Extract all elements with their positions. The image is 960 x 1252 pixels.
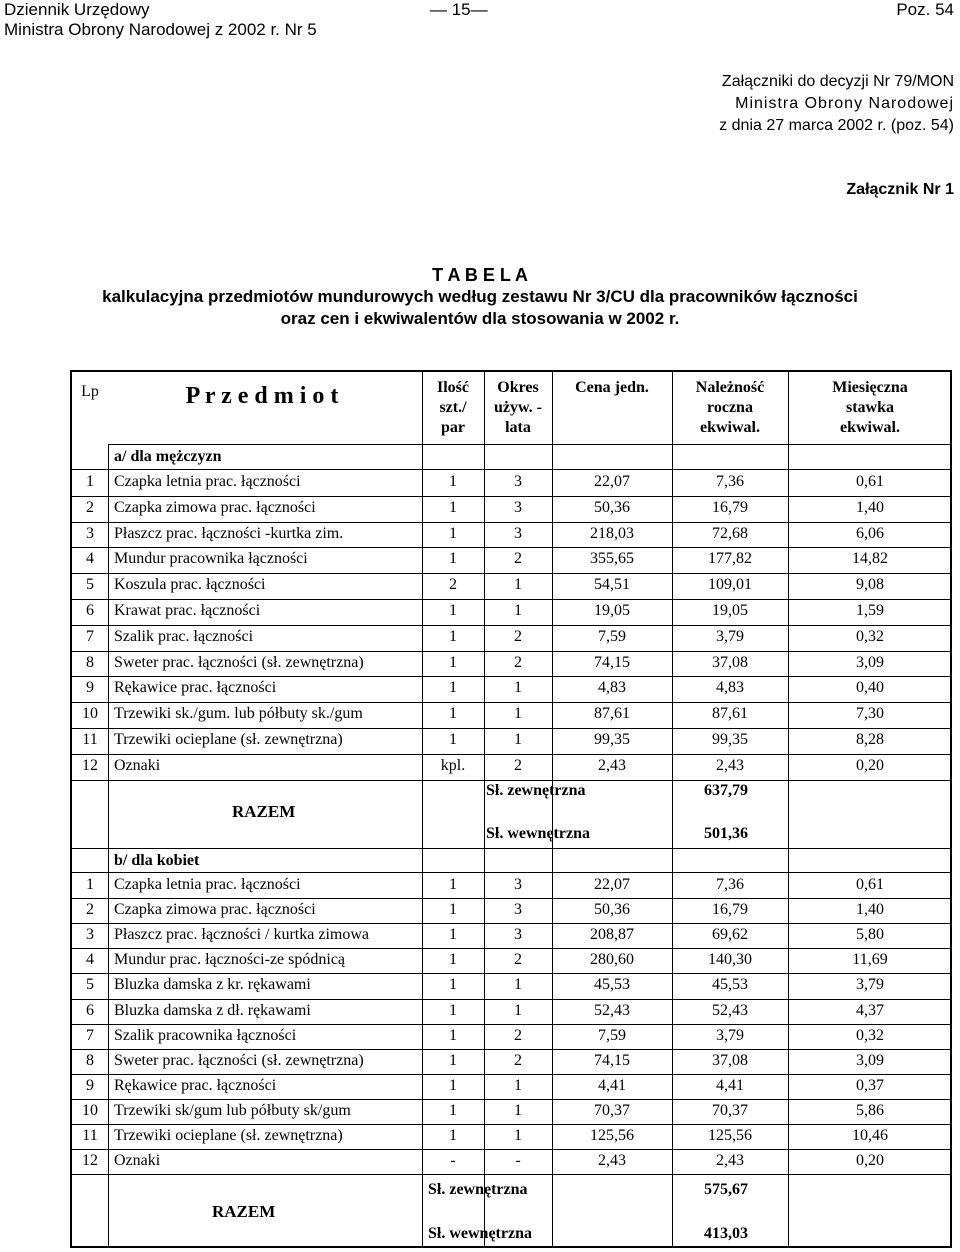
row-period: 1 [514,1076,522,1094]
row-item: Płaszcz prac. łączności -kurtka zim. [114,524,344,542]
row-divider [72,948,950,949]
row-monthly: 0,32 [856,627,884,645]
row-lp: 11 [82,1127,98,1144]
row-annual: 45,53 [712,976,748,994]
row-monthly: 0,20 [856,756,884,774]
row-lp: 10 [82,705,98,723]
header-qty-2: szt./ [439,399,467,416]
row-annual: 3,79 [716,1026,744,1044]
row-qty: 1 [449,498,457,516]
table-subtitle-2: oraz cen i ekwiwalentów dla stosowania w 2002 r. [280,309,680,328]
row-qty: kpl. [440,756,466,774]
row-monthly: 6,06 [856,524,884,542]
row-price: 19,05 [594,602,630,619]
row-annual: 87,61 [712,705,748,723]
row-lp: 1 [86,876,94,893]
row-period: 2 [514,550,522,568]
attachment-line-1: Załączniki do decyzji Nr 79/MON [721,73,954,90]
row-lp: 12 [82,1152,98,1170]
row-annual: 2,43 [716,756,744,774]
row-divider [72,651,950,652]
row-lp: 10 [82,1101,98,1119]
row-annual: 7,36 [716,876,744,893]
row-lp: 6 [86,1001,94,1019]
row-item: Trzewiki ocieplane (sł. zewnętrzna) [114,731,343,748]
row-monthly: 0,20 [856,1152,884,1170]
row-divider [72,999,950,1000]
row-monthly: 10,46 [852,1127,888,1144]
row-monthly: 1,40 [856,901,884,919]
row-qty: 1 [449,1127,457,1144]
row-annual: 37,08 [712,1051,748,1069]
row-lp: 12 [82,756,98,774]
row-period: 3 [514,524,522,542]
row-price: 45,53 [594,976,630,994]
row-period: 3 [514,876,522,893]
row-annual: 72,68 [712,524,748,542]
header-divider [108,444,950,445]
attachment-line-3: z dnia 27 marca 2002 r. (poz. 54) [719,117,954,134]
row-annual: 7,36 [716,473,744,490]
row-monthly: 14,82 [852,550,888,568]
row-item: Mundur pracownika łączności [114,550,308,568]
row-annual: 2,43 [716,1152,744,1170]
header-annual-2: roczna [707,399,753,416]
row-period: 1 [514,1127,522,1144]
men-int-value: 501,36 [704,825,748,842]
row-period: 3 [514,901,522,919]
row-qty: 1 [449,1001,457,1019]
row-monthly: 8,28 [856,731,884,748]
row-qty: 1 [449,627,457,645]
row-annual: 52,43 [712,1001,748,1019]
row-price: 70,37 [594,1101,630,1119]
row-price: 125,56 [590,1127,634,1144]
row-period: 1 [514,1001,522,1019]
row-price: 7,59 [598,627,626,645]
row-item: Bluzka damska z dł. rękawami [114,1001,311,1019]
row-lp: 4 [86,550,94,568]
row-qty: 1 [449,524,457,542]
position-number: Poz. 54 [896,0,954,19]
row-item: Trzewiki ocieplane (sł. zewnętrzna) [114,1127,343,1144]
row-item: Szalik pracownika łączności [114,1026,297,1044]
row-lp: 2 [86,498,94,516]
row-price: 208,87 [590,926,634,944]
row-lp: 1 [86,473,94,490]
section-men-label: a/ dla mężczyzn [114,448,222,465]
row-lp: 5 [86,976,94,994]
row-price: 74,15 [594,653,630,671]
header-qty-3: par [441,419,465,436]
row-price: 99,35 [594,731,630,748]
row-annual: 19,05 [712,602,748,619]
row-price: 87,61 [594,705,630,723]
header-period-1: Okres [497,379,539,396]
row-item: Sweter prac. łączności (sł. zewnętrzna) [114,653,364,671]
row-divider [72,496,950,497]
row-price: 74,15 [594,1051,630,1069]
row-lp: 8 [86,1051,94,1069]
row-price: 280,60 [590,951,634,969]
row-item: Rękawice prac. łączności [114,679,277,697]
women-int-label: Sł. wewnętrzna [428,1225,532,1242]
section-men-divider [72,469,950,470]
row-item: Oznaki [114,1152,161,1170]
row-qty: 1 [449,1026,457,1044]
calculation-table [70,370,952,1248]
row-price: 22,07 [594,876,630,893]
row-monthly: 5,86 [856,1101,884,1119]
row-monthly: 0,32 [856,1026,884,1044]
row-monthly: 11,69 [852,951,888,969]
row-qty: 1 [449,679,457,697]
men-total-label: RAZEM [232,802,296,821]
row-annual: 140,30 [708,951,752,969]
header-monthly-2: stawka [845,399,894,416]
row-item: Trzewiki sk/gum lub półbuty sk/gum [114,1101,351,1119]
row-qty: 1 [449,926,457,944]
section-women-label: b/ dla kobiet [114,852,200,869]
row-divider [72,547,950,548]
women-ext-label: Sł. zewnętrzna [428,1181,528,1198]
header-period-3: lata [505,419,531,436]
row-qty: 1 [449,602,457,619]
row-item: Czapka letnia prac. łączności [114,473,301,490]
row-annual: 4,83 [716,679,744,697]
row-qty: 1 [449,731,457,748]
row-price: 50,36 [594,498,630,516]
row-period: 1 [514,602,522,619]
row-monthly: 3,09 [856,1051,884,1069]
row-monthly: 9,08 [856,576,884,594]
row-monthly: 0,40 [856,679,884,697]
row-divider [72,599,950,600]
row-period: - [515,1152,521,1170]
row-qty: 1 [449,473,457,490]
row-divider [72,728,950,729]
row-divider [72,1149,950,1150]
row-divider [72,754,950,755]
women-ext-value: 575,67 [704,1181,748,1198]
row-annual: 16,79 [712,901,748,919]
row-item: Bluzka damska z kr. rękawami [114,976,311,994]
row-lp: 2 [86,901,94,919]
row-lp: 5 [86,576,94,594]
row-monthly: 3,09 [856,653,884,671]
row-annual: 4,41 [716,1076,744,1094]
row-period: 2 [514,756,522,774]
row-annual: 69,62 [712,926,748,944]
row-divider [72,898,950,899]
row-price: 50,36 [594,901,630,919]
row-price: 22,07 [594,473,630,490]
row-period: 3 [514,498,522,516]
row-qty: 1 [449,1101,457,1119]
row-price: 4,83 [598,679,626,697]
header-annual-1: Należność [695,379,765,396]
row-qty: 1 [449,901,457,919]
row-item: Czapka letnia prac. łączności [114,876,301,893]
row-item: Koszula prac. łączności [114,576,266,594]
header-monthly-1: Miesięczna [832,379,908,396]
ministry-line: Ministra Obrony Narodowej z 2002 r. Nr 5 [4,20,317,39]
row-price: 7,59 [598,1026,626,1044]
header-lp: Lp [81,383,99,400]
row-qty: 1 [449,1076,457,1094]
section-women-divider [72,872,950,873]
header-price: Cena jedn. [575,379,649,396]
row-lp: 3 [86,524,94,542]
row-lp: 9 [86,679,94,697]
row-lp: 8 [86,653,94,671]
row-period: 2 [514,627,522,645]
row-period: 1 [514,705,522,723]
row-monthly: 7,30 [856,705,884,723]
header-annual-3: ekwiwal. [700,419,760,436]
row-lp: 11 [82,731,98,748]
table-title: T A B E L A [432,265,528,285]
row-monthly: 1,59 [856,602,884,619]
row-qty: 1 [449,1051,457,1069]
row-annual: 37,08 [712,653,748,671]
row-divider [72,1074,950,1075]
row-item: Oznaki [114,756,161,774]
row-divider [72,702,950,703]
row-qty: 2 [449,576,457,594]
row-annual: 3,79 [716,627,744,645]
women-totals-top [72,1174,950,1175]
row-qty: 1 [449,705,457,723]
row-item: Mundur prac. łączności-ze spódnicą [114,951,346,969]
row-price: 54,51 [594,576,630,594]
row-item: Trzewiki sk./gum. lub półbuty sk./gum [114,705,363,723]
row-item: Czapka zimowa prac. łączności [114,901,316,919]
row-lp: 6 [86,602,94,619]
men-int-label: Sł. wewnętrzna [486,825,590,842]
row-price: 2,43 [598,1152,626,1170]
row-divider [72,1049,950,1050]
row-monthly: 5,80 [856,926,884,944]
row-monthly: 0,61 [856,876,884,893]
row-item: Sweter prac. łączności (sł. zewnętrzna) [114,1051,364,1069]
row-qty: - [450,1152,456,1170]
row-lp: 3 [86,926,94,944]
row-qty: 1 [449,951,457,969]
row-monthly: 3,79 [856,976,884,994]
row-annual: 70,37 [712,1101,748,1119]
row-price: 218,03 [590,524,634,542]
row-price: 355,65 [590,550,634,568]
row-annual: 16,79 [712,498,748,516]
row-lp: 9 [86,1076,94,1094]
row-qty: 1 [449,550,457,568]
row-period: 3 [514,926,522,944]
row-divider [72,1024,950,1025]
row-item: Krawat prac. łączności [114,602,261,619]
header-qty-1: Ilość [437,379,469,396]
header-period-2: używ. - [494,399,542,416]
row-monthly: 0,37 [856,1076,884,1094]
row-qty: 1 [449,653,457,671]
row-lp: 7 [86,1026,94,1044]
attachment-line-2: Ministra Obrony Narodowej [735,95,954,112]
row-qty: 1 [449,876,457,893]
row-item: Płaszcz prac. łączności / kurtka zimowa [114,926,369,944]
row-period: 1 [514,976,522,994]
row-item: Szalik prac. łączności [114,627,254,645]
row-item: Rękawice prac. łączności [114,1076,277,1094]
row-period: 1 [514,1101,522,1119]
row-monthly: 1,40 [856,498,884,516]
row-period: 2 [514,653,522,671]
journal-title: Dziennik Urzędowy [4,0,150,19]
men-ext-value: 637,79 [704,782,748,799]
row-price: 4,41 [598,1076,626,1094]
row-divider [72,522,950,523]
women-int-value: 413,03 [704,1225,748,1242]
row-divider [72,676,950,677]
row-divider [72,573,950,574]
row-item: Czapka zimowa prac. łączności [114,498,316,516]
row-period: 2 [514,951,522,969]
row-price: 52,43 [594,1001,630,1019]
table-subtitle-1: kalkulacyjna przedmiotów mundurowych według zestawu Nr 3/CU dla pracowników łączności [102,287,858,306]
row-period: 2 [514,1051,522,1069]
header-monthly-3: ekwiwal. [840,419,900,436]
col-line-lp [108,444,109,1246]
row-lp: 7 [86,627,94,645]
row-period: 1 [514,576,522,594]
row-annual: 99,35 [712,731,748,748]
attachment-number: Załącznik Nr 1 [846,181,954,198]
row-annual: 125,56 [708,1127,752,1144]
header-item: P r z e d m i o t [185,383,339,409]
row-price: 2,43 [598,756,626,774]
row-annual: 177,82 [708,550,752,568]
page-number: — 15— [430,0,488,19]
women-total-label: RAZEM [212,1202,276,1221]
row-divider [72,1099,950,1100]
row-divider [72,625,950,626]
row-divider [72,973,950,974]
men-ext-label: Sł. zewnętrzna [486,782,586,799]
row-divider [72,923,950,924]
row-divider [72,1124,950,1125]
men-totals-bottom [72,848,950,849]
row-period: 1 [514,679,522,697]
row-period: 3 [514,473,522,490]
row-annual: 109,01 [708,576,752,594]
row-monthly: 4,37 [856,1001,884,1019]
row-period: 2 [514,1026,522,1044]
row-lp: 4 [86,951,94,969]
row-period: 1 [514,731,522,748]
row-qty: 1 [449,976,457,994]
row-monthly: 0,61 [856,473,884,490]
